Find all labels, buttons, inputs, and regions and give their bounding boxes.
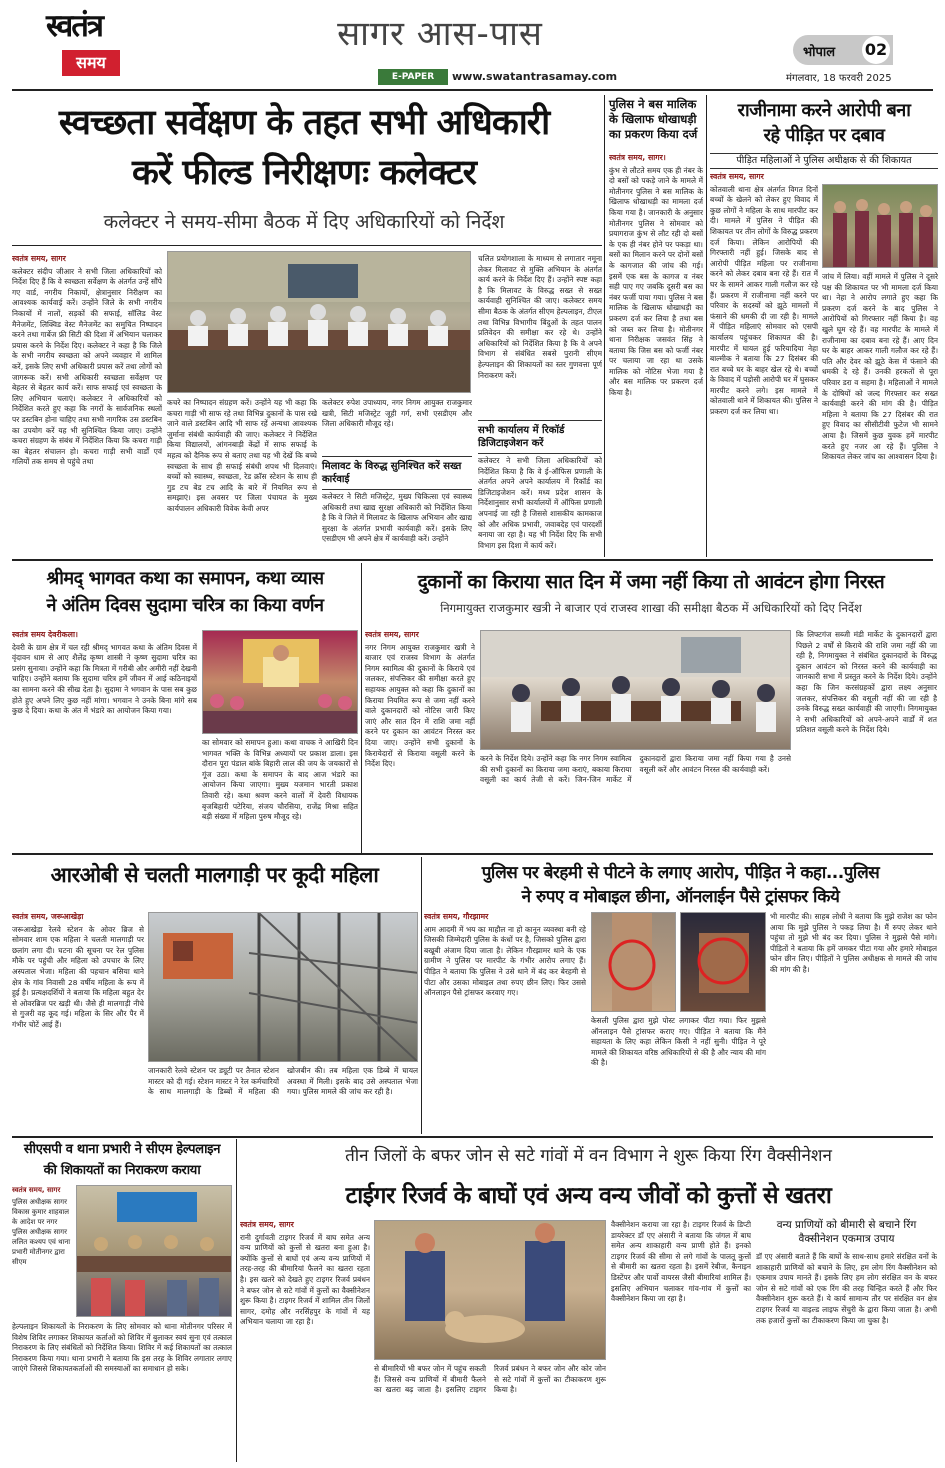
story8-text: हेल्पलाइन शिकायतों के निराकरण के लिए सोमवार को थाना मोतीनगर परिसर में विशेष शिविर लगाकर शिकायत कर्ताओं को शिविर में बुलाकर स्वयं सुना एवं तत्काल निराकरण के लिए संबंधितों को निर्देशित किया। शिविर में कई शिकायतों का तत्काल निराकरण किया गया। थाना प्रभारी ने बताया कि इस तरह के शिविर लगातार लगाए जाएंगे जिससे शिकायतकर्ताओं की समस्याओं का समाधान हो सके। <box>12 1322 232 1374</box>
story7-caption <box>591 1016 766 1132</box>
headline-tiger-reserve: टाईगर रिजर्व के बाघों एवं अन्य वन्य जीवों को कुत्तों से खतरा <box>345 1183 832 1209</box>
story9-col1 <box>240 1220 370 1462</box>
headline-bhagwat-l1: श्रीमद् भागवत कथा का समापन, कथा व्यास <box>46 568 324 589</box>
story9-text-cap: से बीमारियों भी बफर जोन में पहुंच सकती हैं। जिससे वन्य प्राणियों में बीमारी फैलने का खतरा बढ़ जाता है। इसलिए टाइगर रिजर्व प्रबंधन ने बफर जोन और कोर जोन से सटे गांवों में कुत्तों का टीकाकरण शुरू किया है। <box>374 1364 606 1395</box>
story7-text-cap: केसली पुलिस द्वारा मुझे पोस्ट लगाकर पीटा गया। फिर मुझसे ऑनलाइन पैसे ट्रांसफर कराए गए। पीड़ित ने बताया कि मैंने सहायता के लिए कहा लेकिन किसी ने नहीं सुनी। पीड़ित ने पूरे मामले की शिकायत वरिष्ठ अधिकारियों से की है और न्याय की मांग की है। <box>591 1016 766 1068</box>
record-text: कलेक्टर ने सभी जिला अधिकारियों को निर्देशित किया है कि वे ई-ऑफिस प्रणाली के अंतर्गत अपने अपने कार्यालय में रिकॉर्ड का डिजिटाइजेशन करें। मध्य प्रदेश शासन के निर्देशानुसार सभी कार्यालयों में ऑफिस प्रणाली अपनाई जा रही है जिससे शासकीय कामकाज को और अधिक प्रभावी, जवाबदेह एवं पारदर्शी बनाया जा रहा है। यह भी निर्देश दिए कि सभी विभाग इस दिशा में कार्य करें। <box>478 456 602 550</box>
story6-col1 <box>12 912 144 1132</box>
story6-caption <box>148 1066 418 1134</box>
story4-text-cap: का सोमवार को समापन हुआ। कथा वाचक ने आखिरी दिन भागवत भक्ति के विभिन्न अध्यायों पर प्रकाश डाला। इस दौरान पूरा पंडाल बांके बिहारी लाल की जय के जयकारों से गूंज उठा। कथा के समापन के बाद आज भंडारे का आयोजन किया जाएगा। मुख्य यजमान भारती प्रकाश तिवारी रहे। कथा श्रवण करने वालों में देवरी विधायक बृजबिहारी पटेरिया, संजय चौरसिया, राजेंद्र मिश्रा सहित बड़ी संख्या में महिला पुरुष मौजूद रहे। <box>202 738 358 822</box>
page-number: 02 <box>862 36 890 64</box>
story1-col3 <box>478 254 602 420</box>
arm-injury-illustration <box>681 913 766 1012</box>
story7-text-1: आम आदमी में भय का माहौल ना हो कानून व्यवस्था बनी रहे जिसकी जिम्मेदारी पुलिस के कंधों पर है, जिसको पुलिस द्वारा बखूबी अंजाम दिया जाता है। लेकिन गौरझामर थाने के एक ग्रामीण ने पुलिस पर मारपीट के गंभीर आरोप लगाए हैं। पीड़ित ने बताया कि पुलिस ने उसे थाने में बंद कर बेरहमी से पीटा और उसका मोबाइल तथा रुपए छीन लिए। फिर उससे ऑनलाइन पैसे ट्रांसफर करवाए गए। <box>424 924 586 998</box>
story5-col3 <box>796 630 937 850</box>
story7-text-3: भी मारपीट की। साहब लोधी ने बताया कि मुझे राजेश का फोन आया कि मुझे पुलिस ने पकड़ लिया है। मैं रुपए लेकर थाने पहुंचा तो मुझे भी बंद कर दिया। पुलिस ने मुझसे पैसे मांगे। पीड़ितों ने बताया कि हमें जमकर पीटा गया और हमारे मोबाइल फोन छीन लिए। पीड़ितों ने पुलिस अधीक्षक से मामले की जांच की मांग की है। <box>770 912 937 974</box>
col-divider <box>236 1139 237 1462</box>
logo-top: स्वतंत्र <box>45 8 103 44</box>
photo-injury-2 <box>680 912 766 1012</box>
masthead-rule <box>12 89 933 91</box>
headline-swachhata-l2: करें फील्ड निरीक्षणः कलेक्टर <box>131 153 476 193</box>
subhead-rajinama: पीड़ित महिलाओं ने पुलिस अधीक्षक से की शिकायत <box>710 153 938 169</box>
milavat-text: कलेक्टर ने सिटी मजिस्ट्रेट, मुख्य चिकित्सा एवं स्वास्थ्य अधिकारी तथा खाद्य सुरक्षा अधिकारी को निर्देशित किया है कि वे जिले में मिलावट के खिलाफ अभियान और खाद्य सुरक्षा के अंतर्गत प्रभावी कार्यवाही करें। इसके लिए एसडीएम भी अपने क्षेत्र में कार्यवाही करें। उन्होंने <box>322 492 472 544</box>
story8-col <box>12 1322 232 1462</box>
story4-text-1: देवरी के ग्राम क्षेत्र में चल रही श्रीमद् भागवत कथा के अंतिम दिवस में वृंदावन धाम से आए शैलेंद्र कृष्ण शास्त्री ने कृष्ण सुदामा चरित्र का प्रसंग सुनाया। उन्होंने कहा कि मित्रता में गरीबी और अमीरी नहीं देखनी चाहिए। उन्होंने बताया कि सुदामा चरित्र हमें जीवन में आई कठिनाइयों का सामना करने की सीख देता है। सुदामा ने भगवान के पास सब कुछ होते हुए अपने लिए कुछ नहीं मांगा। भगवान ने उनके बिना मांगे सब कुछ दे दिया। कथा के अंत में भंडारे का आयोजन किया गया। <box>12 642 197 716</box>
photo-police-camp <box>76 1185 232 1317</box>
story9-text-4: डॉ एए अंसारी बताते हैं कि बाघों के साथ-साथ हमारे संरक्षित वनों के शाकाहारी प्राणियों को बचाने के लिए, हम लोग रिंग वैक्सीनेशन को एकमात्र उपाय मानते हैं। इसके लिए हम लोग संरक्षित वन के बफर जोन से सटे गांवों को एक रिंग की तरह चिन्हित करते हैं और फिर वैक्सीनेशन शुरू करते हैं। ये कार्य सामान्य तौर पर संरक्षित वन क्षेत्र टाइगर रिजर्व या वाइल्ड लाइफ सेंचुरी के द्वारा किया जाता है। अभी तक हजारों कुत्तों का टीकाकरण किया जा चुका है। <box>756 1252 937 1325</box>
headline-bus: पुलिस ने बस मालिक के खिलाफ धोखाधड़ी का प्रकरण किया दर्ज <box>609 97 698 141</box>
col-divider <box>361 563 362 853</box>
story7-col1 <box>424 912 586 1132</box>
story9-text-1: रानी दुर्गावती टाइगर रिजर्व में बाघ समेत अन्य वन्य प्राणियों को कुत्तों से खतरा बना हुआ है। क्योंकि कुत्तों से बाघों एवं अन्य वन्य प्राणियों में तरह-तरह की बीमारियां फैलने का खतरा रहता है। इस खतरे को देखते हुए टाइगर रिजर्व प्रबंधन ने बफर जोन से सटे गांवों में कुत्तों का वैक्सीनेशन शुरू किया है। टाइगर रिजर्व में शामिल तीन जिलों सागर, दमोह और नरसिंहपुर के गांवों में यह अभियान चलाया जा रहा है। <box>240 1232 370 1327</box>
story5-col1 <box>365 630 475 850</box>
story4-caption <box>202 738 358 850</box>
story1-caption-b <box>322 398 472 454</box>
vaccination-illustration <box>375 1221 606 1360</box>
story1-record <box>478 456 602 554</box>
story4-col1 <box>12 630 197 850</box>
story1-col1 <box>12 254 162 554</box>
byline: स्वतंत्र समय, सागर <box>710 172 764 181</box>
photo-meeting <box>167 251 471 393</box>
story9-text-3: वैक्सीनेशन कराया जा रहा है। टाइगर रिजर्व के डिप्टी डायरेक्टर डॉ एए अंसारी ने बताया कि जंगल में बाघ समेत अन्य शाकाहारी वन्य प्राणी होते हैं। इनको टाइगर रिजर्व की सीमा से लगे गांवों के पालतू कुत्तों से बीमारी का खतरा रहता है। इसमें रेबीज, कैनाइन डिस्टेंपर और पार्वो वायरस जैसी बीमारियां शामिल हैं। इसलिए अभियान चलाकर गांव-गांव में कुत्तों का वैक्सीनेशन किया जा रहा है। <box>611 1220 751 1304</box>
headline-bhagwat-l2: ने अंतिम दिवस सुदामा चरित्र का किया वर्णन <box>46 595 324 616</box>
site-url[interactable]: www.swatantrasamay.com <box>452 70 618 83</box>
headline-dukan: दुकानों का किराया सात दिन में जमा नहीं किया तो आवंटन होगा निरस्त <box>417 571 885 593</box>
byline: स्वतंत्र समय देवरीकला। <box>12 630 78 639</box>
subhead-milavat: मिलावट के विरुद्ध सुनिश्चित करें सख्त कार्रवाई <box>322 456 472 490</box>
story1-caption-a <box>167 398 317 554</box>
col-divider <box>706 95 707 557</box>
story6-text-1: जरूआखेड़ा रेलवे स्टेशन के ओवर ब्रिज से सोमवार शाम एक महिला ने चलती मालगाड़ी पर छलांग लगा दी। घटना की सूचना पर रेल पुलिस मौके पर पहुंची और महिला को उपचार के लिए अस्पताल भेजा। महिला की पहचान बसिया थाने क्षेत्र के गांव निवासी 28 वर्षीय महिला के रूप में हुई है। प्रत्यक्षदर्शियों ने बताया कि महिला बहुत देर से ओवरब्रिज पर खड़ी थी। जैसे ही मालगाड़ी नीचे से गुजरी वह कूद गई। महिला के सिर और पैर में गंभीर चोटें आई हैं। <box>12 924 144 1029</box>
story1-text-a: कचरे का निष्पादन संग्रहण करें। उन्होंने यह भी कहा कि कचरा गाड़ी भी साफ रहे तथा विभिन्न दुकानों के पास रखे जाने वाले डस्टबिन आदि भी साफ रहें अन्यथा आवश्यक जुर्माना संबंधी कार्यवाही की जाए। कलेक्टर ने निर्देशित किया विद्यालयों, आंगनबाड़ी केंद्रों में साफ सफाई के महत्व को दैनिक रूप से बताए तथा यह भी देखें कि बच्चे स्वच्छता के साथ ही सफाई संबंधी शपथ भी दिलवाएं। बच्चों को स्वास्थ्य, स्वच्छता, रेड क्रॉस स्टेशन के साथ ही गुड टच बेड टच आदि के बारे में नियमित रूप से समझाएं। इस अवसर पर जिला पंचायत के मुख्य कार्यपालन अधिकारी विवेक केवी अपर <box>167 398 317 513</box>
section-title: सागर आस-पास <box>337 14 543 54</box>
logo-bottom: समय <box>62 50 120 76</box>
section-rule <box>12 853 933 855</box>
story9-col4 <box>756 1252 937 1462</box>
photo-dog-vaccination <box>374 1220 606 1360</box>
epaper-badge: E-PAPER <box>378 69 448 85</box>
story1-body: कलेक्टर संदीप जीआर ने सभी जिला अधिकारियों को निर्देश दिए हैं कि वे स्वच्छता सर्वेक्षण के अंतर्गत उन्हें सौंपे गए वार्ड, नगरीय निकायों, क्षेत्रानुसार निरीक्षण का आवश्यक कार्यवाई करें। उन्होंने जिले के सभी नगरीय निकायों में नालों, सड़कों की सफाई, सॉलिड वेस्ट मैनेजमेंट, लिक्विड वेस्ट मैनेजमेंट का समुचित निष्पादन करने तथा गार्बेज फ्री सिटी की दिशा में अभियान चलाकर प्रयास करने के निर्देश दिए। कलेक्टर ने कहा है कि जिले के सभी नगरीय स्वच्छता को अपने व्यवहार में शामिल करें, इसके लिए सभी अधिकारी प्रयास करें तथा लोगों को जागरूक करें। सभी अधिकारी स्वच्छता सर्वेक्षण पर बेहतर से बेहतर कार्य करें। साफ सफाई एवं स्वच्छता के लिए अभियान चलाएं। कलेक्टर ने अधिकारियों को निर्देशित करते हुए कहा कि नगरों के सार्वजनिक स्थलों पर डस्टबिन होना चाहिए तथा सभी नागरिक उस डस्टबिन का उपयोग करें यह भी सुनिश्चित किया जाए। उन्होंने कचरा संग्रहण के संबंध में निर्देशित किया कि कचरा गाड़ी का बेहतर संचालन हो। कचरा गाड़ी सभी वार्डों एवं गलियों तक समय से पहुंचे तथा <box>12 266 162 467</box>
headline-rob: आरओबी से चलती मालगाड़ी पर कूदी महिला <box>50 863 379 887</box>
photo-railway-bridge <box>148 912 418 1062</box>
women-illustration <box>823 185 938 268</box>
story5-caption <box>480 754 791 850</box>
story1-rule <box>12 245 602 246</box>
byline: स्वतंत्र समय, सागर <box>240 1220 294 1229</box>
byline: स्वतंत्र समय, सागर <box>365 630 419 639</box>
city-label: भोपाल <box>803 45 836 60</box>
meeting-illustration <box>168 252 471 393</box>
story9-col3 <box>611 1220 751 1462</box>
byline: स्वतंत्र समय, सागर। <box>609 153 666 162</box>
photo-bhagwat <box>202 630 358 734</box>
col-divider <box>421 857 422 1134</box>
story1-text-c3: चलित प्रयोगशाला के माध्यम से लगातार नमूना लेकर मिलावट से मुक्ति अभियान के अंतर्गत कार्य करने के निर्देश दिए हैं। उन्होंने स्पष्ट कहा है कि मिलावट के विरुद्ध सख्त से सख्त कार्यवाही सुनिश्चित की जाए। कलेक्टर समय सीमा बैठक के अंतर्गत सीएम हेल्पलाइन, टीएल तथा विभिन्न विभागीय बिंदुओं के तहत पालन प्रतिवेदन की समीक्षा कर रहे थे। उन्होंने अधिकारियों को निर्देशित किया है कि वे अपने विभाग से संबंधित सबसे पुरानी सीएम हेल्पलाइन की शिकायतों का स्तर गुणवत्ता पूर्ण निराकरण करें। <box>478 254 602 380</box>
subhead-swachhata: कलेक्टर ने समय-सीमा बैठक में दिए अधिकारियों को निर्देश <box>103 211 505 233</box>
story2-col <box>609 153 703 555</box>
story1-text-b: कलेक्टर रुपेश उपाध्याय, नगर निगम आयुक्त राजकुमार खत्री, सिटी मजिस्ट्रेट जूही गर्ग, सभी एसडीएम और जिला अधिकारी मौजूद रहे। <box>322 398 472 429</box>
headline-cm-helpline-l1: सीएसपी व थाना प्रभारी ने सीएम हेल्पलाइन <box>23 1142 221 1157</box>
story5-text-1: नगर निगम आयुक्त राजकुमार खत्री ने बाजार एवं राजस्व विभाग के अंतर्गत निगम स्वामित्व की दुकानों के किराये एवं जलकर, संपत्तिकर की समीक्षा करते हुए सहायक आयुक्त को कहा कि दुकानों का किराया नियमित रूप से जमा नहीं करने वाले दुकानदारों को नोटिस जारी किए जाएं और सात दिन में राशि जमा नहीं करने पर दुकान का आवंटन निरस्त कर दिया जाए। उन्होंने सभी दुकानों के किरायेदारों से किराया वसूली करने के निर्देश दिए। <box>365 642 475 769</box>
camp-illustration <box>77 1186 232 1317</box>
headline-police-l1: पुलिस पर बेरहमी से पीटने के लगाए आरोप, पीड़ित ने कहा...पुलिस <box>481 863 880 883</box>
col-divider <box>604 95 605 557</box>
masthead <box>0 0 945 92</box>
bridge-illustration <box>149 913 418 1062</box>
byline: स्वतंत्र समय, गौरझामर <box>424 912 489 921</box>
byline: स्वतंत्र समय, सागर <box>12 1186 61 1194</box>
issue-date: मंगलवार, 18 फरवरी 2025 <box>786 73 892 84</box>
leg-injury-illustration <box>592 913 676 1012</box>
headline-swachhata-l1: स्वच्छता सर्वेक्षण के तहत सभी अधिकारी <box>58 103 550 143</box>
office-meeting-illustration <box>481 631 791 750</box>
story9-caption <box>374 1364 606 1462</box>
story3-col2 <box>822 272 938 555</box>
section-rule <box>12 1136 933 1138</box>
story1-milavat <box>322 492 472 554</box>
story5-text-3: कि लिफ्टगंज सब्जी मंडी मार्केट के दुकानदारों द्वारा पिछले 2 वर्षों से किराये की राशि जमा नहीं की जा रही है, निगमायुक्त ने संबंधित दुकानदारों के विरुद्ध दुकान आवंटन को निरस्त करने की कार्यवाही का जानकारी सभा में प्रस्तुत करने के निर्देश दिये। उन्होंने कहा कि जिन करसंग्रहकों द्वारा लक्ष्य अनुसार जलकर, संपत्तिकर की वसूली नहीं की जा रही है उनके विरुद्ध सख्त कार्यवाही की जाएगी। निगमायुक्त ने सभी अधिकारियों को अपने-अपने वार्डों में शत प्रतिशत वसूली करने के निर्देश दिये। <box>796 630 937 735</box>
subhead-record: सभी कार्यालय में रिकॉर्ड डिजिटाइजेशन करें <box>478 420 602 454</box>
section-rule <box>12 559 933 561</box>
story6-text-cap: जानकारी रेलवे स्टेशन पर ड्यूटी पर तैनात स्टेशन मास्टर को दी गई। स्टेशन मास्टर ने रेल कर्मचारियों के साथ मालगाड़ी के डिब्बों में महिला की खोजबीन की। तब महिला एक डिब्बे में घायल अवस्था में मिली। इसके बाद उसे अस्पताल भेजा गया। पुलिस मामले की जांच कर रही है। <box>148 1066 418 1097</box>
logo[interactable] <box>24 6 124 88</box>
byline: स्वतंत्र समय, सागर <box>12 254 66 263</box>
story3-col1 <box>710 172 818 555</box>
story7-col3 <box>770 912 937 1132</box>
photo-women <box>822 184 938 268</box>
katha-illustration <box>203 631 358 734</box>
story2-body: कुंभ से लौटते समय एक ही नंबर के दो बसों को पकड़े जाने के मामले में मोतीनगर पुलिस ने बस मालिक के खिलाफ धोखाधड़ी का मामला दर्ज किया गया है। जानकारी के अनुसार मोतीनगर पुलिस ने सोमवार को प्रयागराज कुंभ से लौट रही दो बसों के एक ही नंबर होने पर पकड़ा था। बसों का मिलान करने पर दोनों बसों के कागजात की जांच की गई। इसमें एक बस के कागज व नंबर सही पाए गए जबकि दूसरी बस का नंबर फर्जी पाया गया। पुलिस ने बस मालिक के खिलाफ धोखाधड़ी का प्रकरण दर्ज कर लिया है तथा बस को जब्त कर लिया है। मोतीनगर थाना निरीक्षक जसवंत सिंह ने बताया कि जिस बस को फर्जी नंबर पर चलाया जा रहा था उसके मालिक को नोटिस भेजा गया है और बस मालिक पर प्रकरण दर्ज किया है। <box>609 165 703 398</box>
byline: स्वतंत्र समय, जरूआखेड़ा <box>12 912 84 921</box>
photo-nagar-nigam <box>480 630 791 750</box>
headline-rajinama-l2: रहे पीड़ित पर दबाव <box>763 125 885 146</box>
story8-side-text: पुलिस अधीक्षक सागर विकास कुमार शाहवाल के आदेश पर नगर पुलिस अधीक्षक सागर ललित कश्यप एवं थाना प्रभारी मोतीनगर द्वारा सीएम <box>12 1198 71 1266</box>
subhead-ring-vaccination: वन्य प्राणियों को बीमारी से बचाने रिंग वैक्सीनेशन एकमात्र उपाय <box>776 1219 917 1245</box>
headline-cm-helpline-l2: की शिकायतों का निराकरण कराया <box>43 1163 201 1178</box>
headline-rajinama-l1: राजीनामा करने आरोपी बना <box>737 100 911 121</box>
headline-police-l2: ने रुपए व मोबाइल छीना, ऑनलाईन पैसे ट्रांसफर किये <box>521 887 840 907</box>
photo-injury-1 <box>591 912 676 1012</box>
story5-text-cap: करने के निर्देश दिये। उन्होंने कहा कि नगर निगम स्वामित्व की सभी दुकानों का किराया जमा कराएं, बकाया किराया वसूली का कार्य तेजी से करें। जिन-जिन मार्केट में दुकानदारों द्वारा किराया जमा नहीं किया गया है उनसे वसूली करें और आवंटन निरस्त की कार्यवाही करें। <box>480 754 791 785</box>
banner-vaccination: तीन जिलों के बफर जोन से सटे गांवों में वन विभाग ने शुरू किया रिंग वैक्सीनेशन <box>345 1146 832 1166</box>
story3-text-2: जांच में लिया। वहीं मामले में पुलिस ने दूसरे पक्ष की शिकायत पर भी मामला दर्ज किया था। नेहा ने आरोप लगाते हुए कहा कि प्रकरण दर्ज करने के बाद पुलिस ने आरोपियों को गिरफ्तार नहीं किया है। वह खुले घूम रहे हैं। वह मारपीट के मामले में राजीनामा का दबाव बना रहे हैं। आए दिन घर के बाहर आकर गाली गलौज कर रहे हैं। पति और देवर को झूठे केस में फंसाने की धमकी दे रहे हैं। उनकी हरकतों से पूरा परिवार डरा व सहमा है। महिलाओं ने मामले के दोषियों को जल्द गिरफ्तार कर सख्त कार्यवाही करने की मांग की है। पीड़ित महिला ने बताया कि 27 दिसंबर की रात हुए विवाद का सीसीटीवी फुटेज भी सामने आया है। जिसमें कुछ युवक हमें मारपीट करते हुए नजर आ रहे हैं। पुलिस ने शिकायत लेकर जांच का आश्वासन दिया है। <box>822 272 938 462</box>
subhead-dukan: निगमायुक्त राजकुमार खत्री ने बाजार एवं राजस्व शाखा की समीक्षा बैठक में अधिकारियों को दिए निर्देश <box>440 601 862 615</box>
story3-text-1: कोतवाली थाना क्षेत्र अंतर्गत विगत दिनों बच्चों के खेलने को लेकर हुए विवाद में कुछ लोगों ने महिला के साथ मारपीट कर दी। मामले में पुलिस ने पीड़ित की शिकायत पर तीन लोगों के विरुद्ध प्रकरण दर्ज किया। लेकिन आरोपियों की गिरफ्तारी नहीं हुई। जिसके बाद से आरोपी पीड़ित महिला पर राजीनामा करने को लेकर दबाव बना रहे हैं। रात में घर के सामने आकर गाली गलौज कर रहे हैं। प्रकरण में राजीनामा नहीं करने पर परिवार के सदस्यों को झूठे मामलों में फंसाने की धमकी दी जा रही है। मामले में पीड़ित महिलाएं सोमवार को एसपी कार्यालय पहुंचकर शिकायत की है। मारपीट में घायल हुई फरियादिया नेहा बाल्मीक ने बताया कि 27 दिसंबर की रात बच्चे घर के बाहर खेल रहे थे। बच्चों के विवाद में पड़ोसी आरोपी घर में घुसकर मारपीट करने लगे। इस मामले में कोतवाली थाने में शिकायत की। पुलिस ने प्रकरण दर्ज कर लिया था। <box>710 184 818 417</box>
story8-side <box>12 1185 72 1320</box>
